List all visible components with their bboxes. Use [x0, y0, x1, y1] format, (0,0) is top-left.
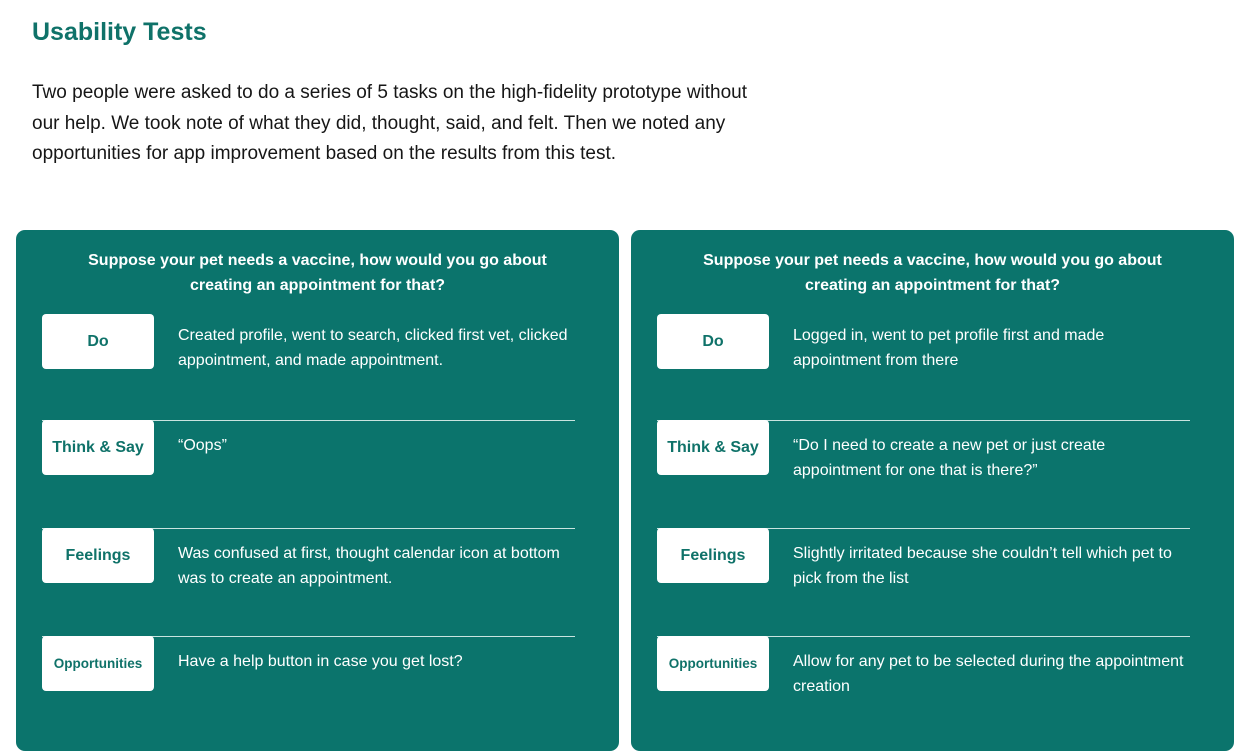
opportunities-row	[42, 636, 575, 707]
think-say-row	[657, 420, 1190, 491]
think-say-note: “Oops”	[178, 437, 227, 454]
think-say-label: Think & Say	[657, 420, 769, 475]
opportunities-label: Opportunities	[657, 636, 769, 691]
usability-test-card-1	[16, 230, 619, 751]
do-label: Do	[42, 314, 154, 369]
think-say-note: “Do I need to create a new pet or just create appointment for one that is there?”	[793, 437, 1106, 479]
page-title: Usability Tests	[32, 18, 207, 46]
feelings-note: Was confused at first, thought calendar icon at bottom was to create an appointment.	[178, 545, 560, 587]
feelings-label: Feelings	[657, 528, 769, 583]
opportunities-note: Allow for any pet to be selected during the appointment creation	[793, 653, 1184, 695]
do-row	[657, 313, 1190, 383]
opportunities-row	[657, 636, 1190, 707]
do-row	[42, 313, 575, 383]
feelings-row	[42, 528, 575, 599]
think-say-label: Think & Say	[42, 420, 154, 475]
do-note: Created profile, went to search, clicked first vet, clicked appointment, and made appointment.	[178, 327, 568, 369]
do-note: Logged in, went to pet profile first and made appointment from there	[793, 327, 1105, 369]
feelings-note: Slightly irritated because she couldn’t tell which pet to pick from the list	[793, 545, 1172, 587]
intro-paragraph: Two people were asked to do a series of 5 tasks on the high-fidelity prototype without our help. We took note of what they did, thought, said, and felt. Then we noted any opportunities for app improvement based on the results from this test.	[32, 82, 748, 164]
do-label: Do	[657, 314, 769, 369]
feelings-label: Feelings	[42, 528, 154, 583]
opportunities-label: Opportunities	[42, 636, 154, 691]
think-say-row	[42, 420, 575, 491]
task-question: Suppose your pet needs a vaccine, how would you go about creating an appointment for that?	[88, 252, 547, 294]
task-question: Suppose your pet needs a vaccine, how would you go about creating an appointment for that?	[703, 252, 1162, 294]
opportunities-note: Have a help button in case you get lost?	[178, 653, 463, 670]
usability-test-card-2	[631, 230, 1234, 751]
feelings-row	[657, 528, 1190, 599]
